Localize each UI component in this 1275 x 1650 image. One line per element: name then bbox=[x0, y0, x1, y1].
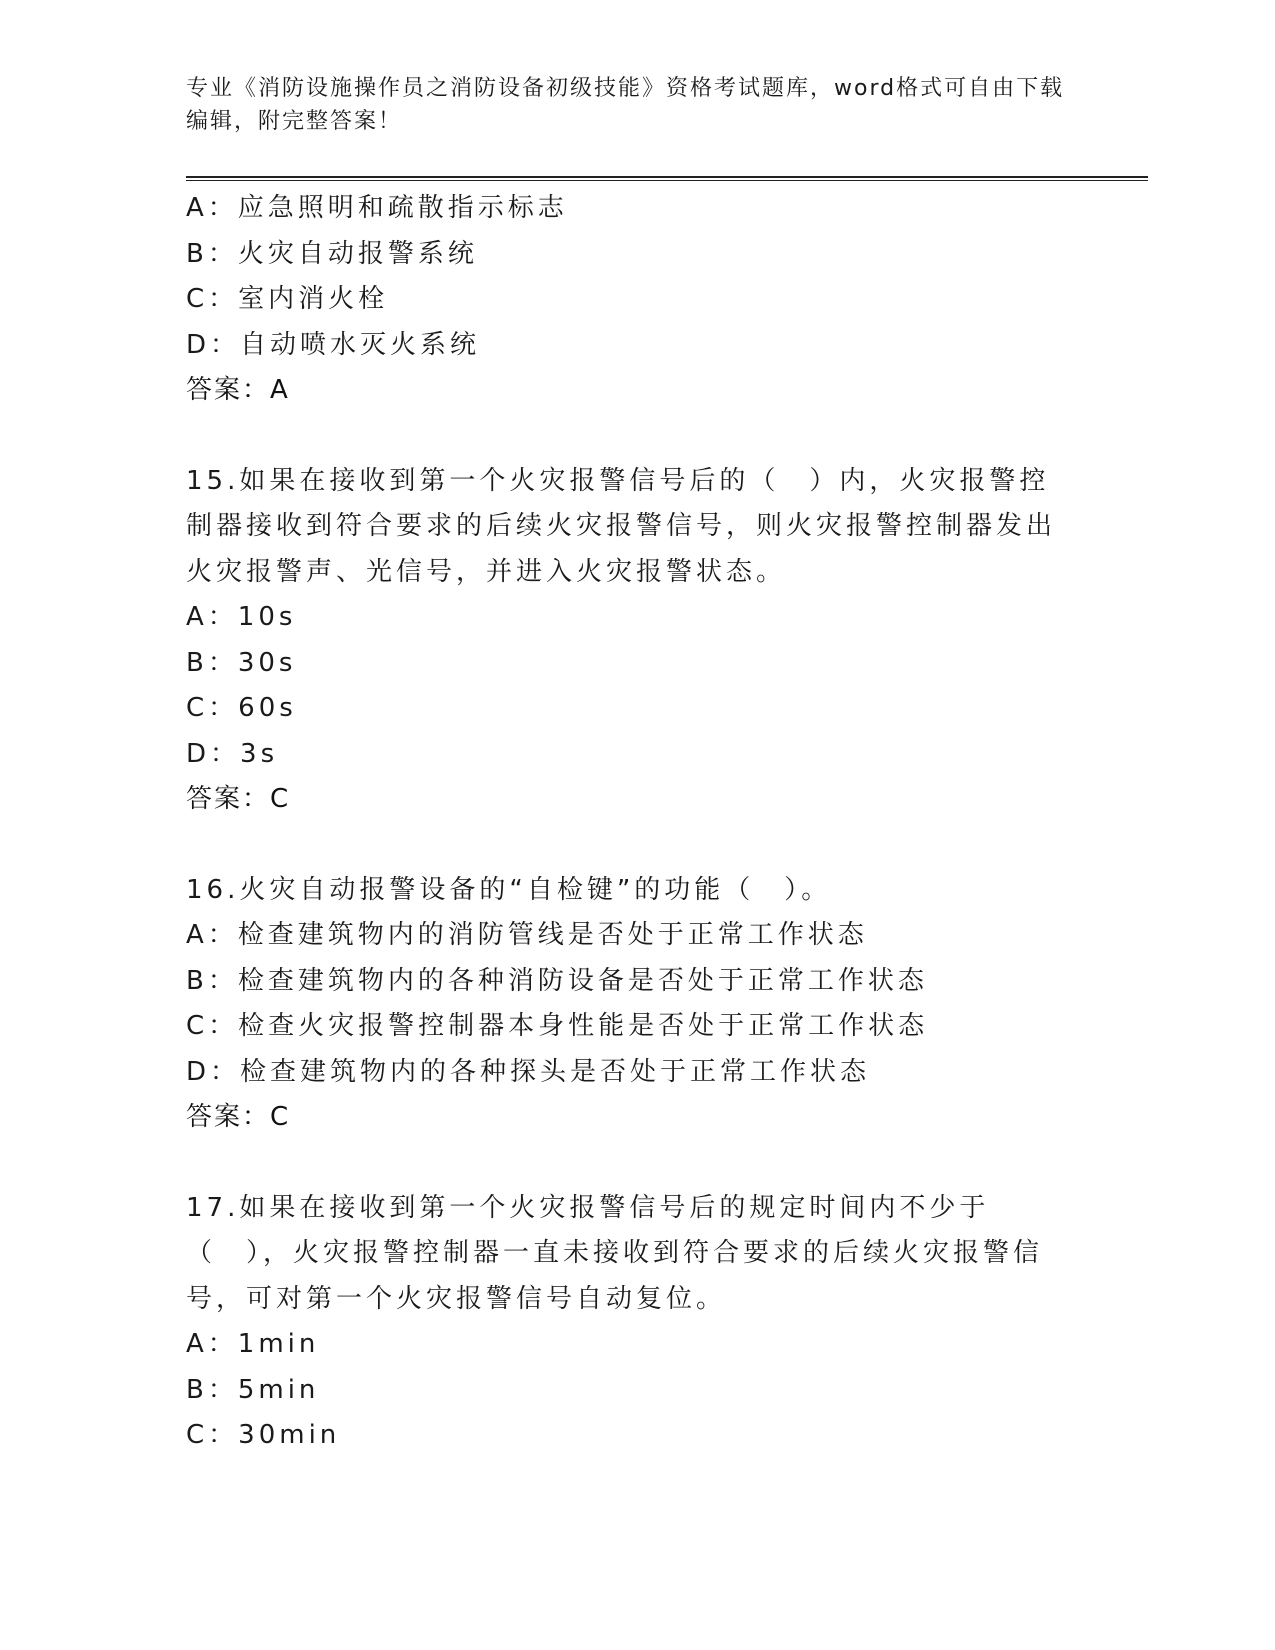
question-text: 17.如果在接收到第一个火灾报警信号后的规定时间内不少于（ ），火灾报警控制器一直未接收到符合要求的后续火灾报警信号，可对第一个火灾报警信号自动复位。 bbox=[186, 1192, 1044, 1314]
header-divider bbox=[186, 176, 1148, 181]
option-d: D：检查建筑物内的各种探头是否处于正常工作状态 bbox=[186, 1056, 871, 1087]
question-block-15 bbox=[186, 459, 1086, 823]
option-b: B：5min bbox=[186, 1374, 320, 1405]
question-block-14 bbox=[186, 186, 1086, 414]
option-b: B：检查建筑物内的各种消防设备是否处于正常工作状态 bbox=[186, 965, 928, 996]
question-block-16 bbox=[186, 868, 1086, 1141]
option-d: D：3s bbox=[186, 738, 279, 769]
option-c: C：30min bbox=[186, 1420, 341, 1450]
answer-line: 答案：A bbox=[186, 375, 290, 405]
question-block-17 bbox=[186, 1186, 1086, 1459]
option-b: B：火灾自动报警系统 bbox=[186, 238, 478, 269]
option-a: A：1min bbox=[186, 1329, 320, 1359]
question-text: 16.火灾自动报警设备的“自检键”的功能（ ）。 bbox=[186, 874, 832, 905]
question-list bbox=[186, 186, 1086, 1459]
option-d: D：自动喷水灭火系统 bbox=[186, 329, 481, 360]
answer-line: 答案：C bbox=[186, 784, 291, 814]
option-a: A：检查建筑物内的消防管线是否处于正常工作状态 bbox=[186, 920, 868, 950]
spacer bbox=[186, 1141, 1086, 1186]
option-c: C：检查火灾报警控制器本身性能是否处于正常工作状态 bbox=[186, 1011, 929, 1041]
spacer bbox=[186, 823, 1086, 868]
question-text: 15.如果在接收到第一个火灾报警信号后的（ ）内，火灾报警控制器接收到符合要求的后续火灾报警信号，则火灾报警控制器发出火灾报警声、光信号，并进入火灾报警状态。 bbox=[186, 465, 1057, 587]
option-a: A：应急照明和疏散指示标志 bbox=[186, 193, 568, 223]
spacer bbox=[186, 414, 1086, 459]
answer-line: 答案：C bbox=[186, 1102, 291, 1132]
option-a: A：10s bbox=[186, 602, 297, 632]
document-header: 专业《消防设施操作员之消防设备初级技能》资格考试题库，word格式可自由下载编辑，附完整答案！ bbox=[186, 76, 1065, 134]
option-c: C：60s bbox=[186, 693, 297, 723]
option-b: B：30s bbox=[186, 647, 297, 678]
option-c: C：室内消火栓 bbox=[186, 284, 389, 314]
